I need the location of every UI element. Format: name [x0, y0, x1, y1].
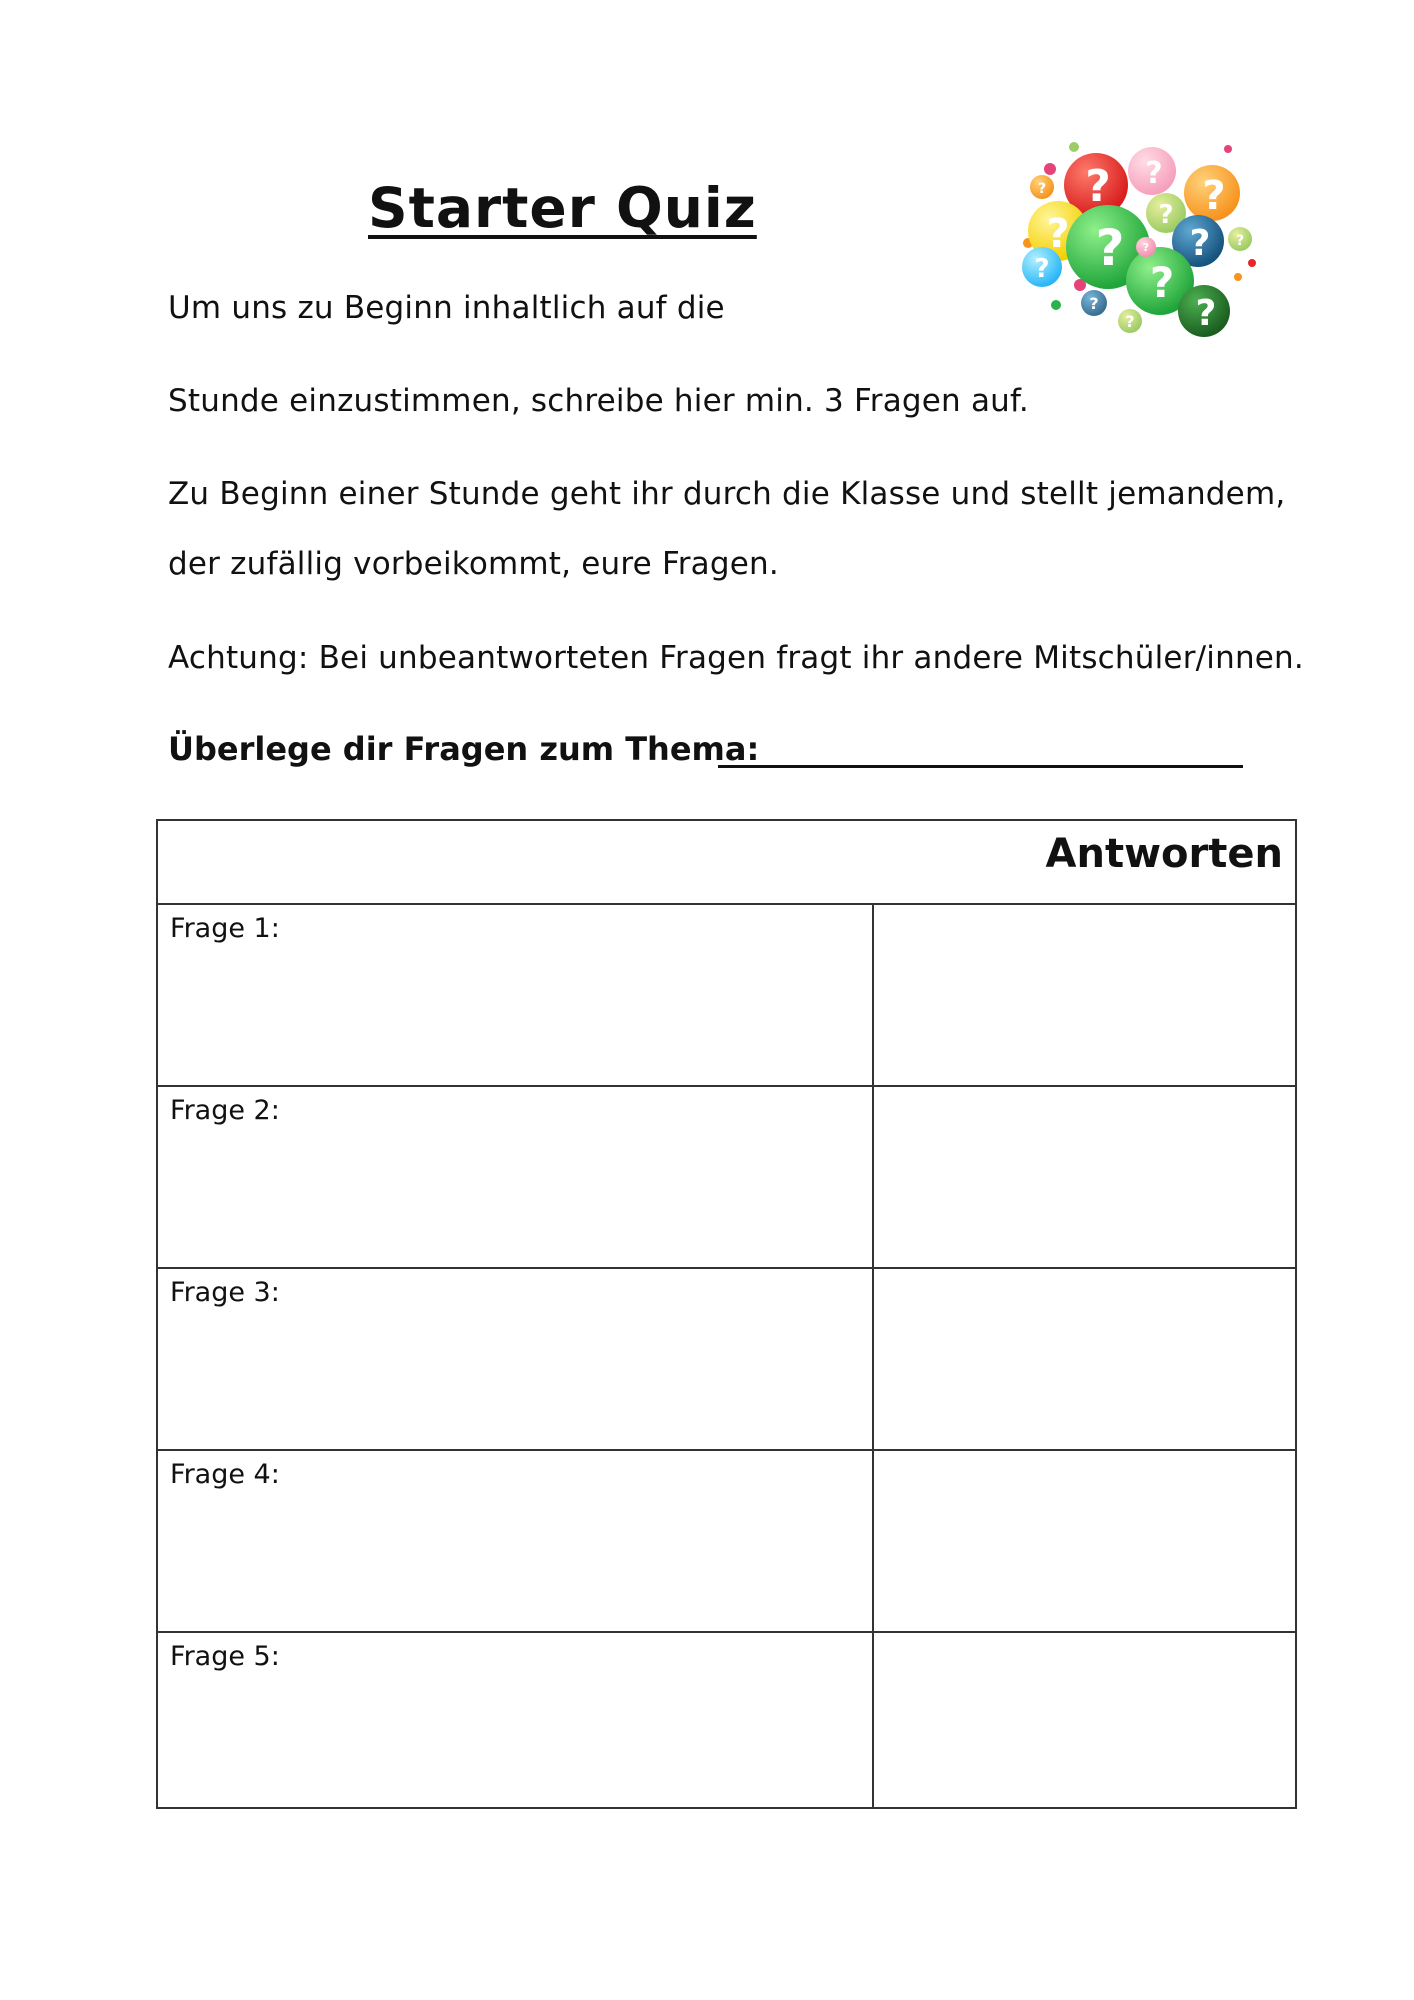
svg-text:?: ? — [1125, 312, 1135, 331]
question-label: Frage 4: — [170, 1459, 280, 1490]
answer-cell[interactable] — [874, 1451, 1295, 1631]
table-row — [158, 905, 1295, 1087]
svg-text:?: ? — [1037, 181, 1047, 197]
table-row — [158, 1087, 1295, 1269]
answer-cell[interactable] — [874, 1633, 1295, 1809]
svg-text:?: ? — [1089, 294, 1099, 313]
question-label: Frage 2: — [170, 1095, 280, 1126]
table-header-row — [158, 821, 1295, 905]
question-label: Frage 1: — [170, 913, 280, 944]
svg-text:?: ? — [1142, 241, 1150, 254]
page-title: Starter Quiz — [368, 176, 757, 240]
answer-cell[interactable] — [874, 1269, 1295, 1449]
answer-cell[interactable] — [874, 905, 1295, 1085]
svg-text:?: ? — [1095, 219, 1125, 277]
table-row — [158, 1633, 1295, 1809]
svg-text:?: ? — [1189, 223, 1211, 264]
question-cell[interactable] — [158, 1633, 874, 1809]
svg-text:?: ? — [1202, 173, 1226, 219]
svg-text:?: ? — [1034, 254, 1050, 284]
question-answer-table — [156, 819, 1297, 1809]
question-cell[interactable] — [158, 1269, 874, 1449]
question-mark-bubbles-icon — [1000, 135, 1270, 345]
question-cell[interactable] — [158, 1087, 874, 1267]
svg-text:?: ? — [1158, 200, 1174, 230]
svg-text:?: ? — [1085, 161, 1111, 212]
question-cell[interactable] — [158, 1451, 874, 1631]
svg-text:?: ? — [1145, 156, 1163, 191]
question-cell[interactable] — [158, 905, 874, 1085]
intro-line-1: Um uns zu Beginn inhaltlich auf die — [168, 290, 725, 326]
question-label: Frage 3: — [170, 1277, 280, 1308]
table-row — [158, 1269, 1295, 1451]
svg-text:?: ? — [1149, 258, 1175, 307]
answer-cell[interactable] — [874, 1087, 1295, 1267]
svg-text:?: ? — [1235, 233, 1245, 249]
svg-text:?: ? — [1046, 211, 1070, 257]
intro-line-5: Achtung: Bei unbeantworteten Fragen fragt ihr andere Mitschüler/innen. — [168, 640, 1304, 676]
table-row — [158, 1451, 1295, 1633]
topic-blank-line[interactable] — [718, 765, 1243, 768]
svg-text:?: ? — [1195, 293, 1217, 334]
intro-line-4: der zufällig vorbeikommt, eure Fragen. — [168, 546, 779, 582]
intro-line-2: Stunde einzustimmen, schreibe hier min. 3 Fragen auf. — [168, 383, 1029, 419]
intro-line-3: Zu Beginn einer Stunde geht ihr durch die Klasse und stellt jemandem, — [168, 476, 1286, 512]
answers-column-header: Antworten — [1045, 831, 1283, 877]
topic-prompt: Überlege dir Fragen zum Thema: — [168, 730, 760, 768]
question-label: Frage 5: — [170, 1641, 280, 1672]
